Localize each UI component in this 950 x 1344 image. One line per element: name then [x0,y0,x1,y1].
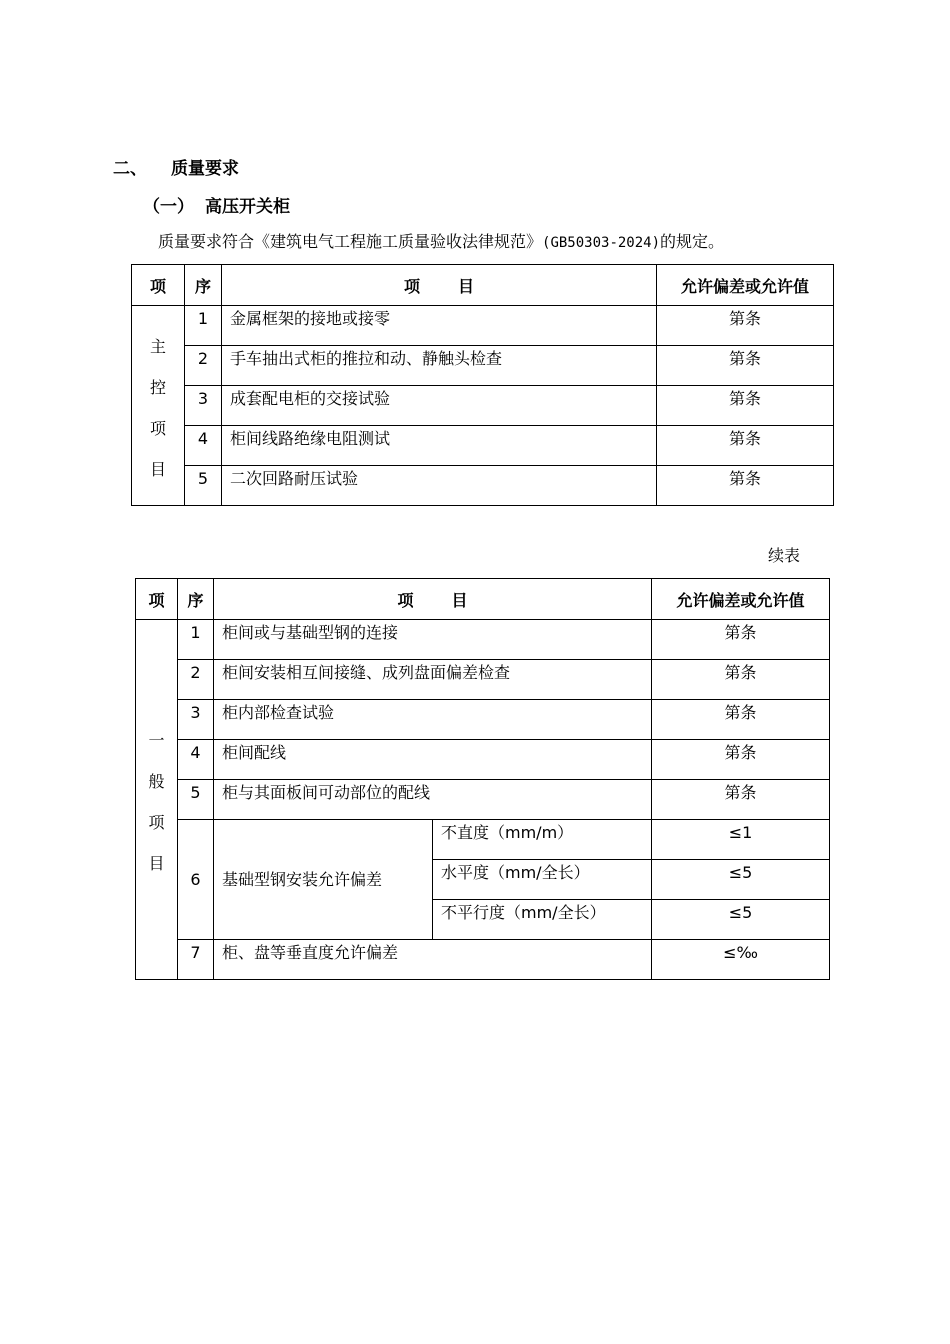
item-cell: 柜内部检查试验 [214,700,652,740]
table-row [132,466,834,506]
item-cell: 手车抽出式柜的推拉和动、静触头检查 [222,346,657,386]
general-items-table [135,578,830,980]
value-cell: 第条 [652,620,830,660]
value-cell: 第条 [657,466,834,506]
seq-cell: 1 [178,620,214,660]
header-seq: 序 [178,579,214,620]
seq-cell: 4 [185,426,222,466]
table-row [132,386,834,426]
value-cell: ≤1 [652,820,830,860]
table-row [136,740,830,780]
table-row [136,620,830,660]
value-cell: ≤5 [652,860,830,900]
seq-cell: 2 [178,660,214,700]
value-cell: 第条 [657,346,834,386]
seq-cell: 5 [178,780,214,820]
value-cell: 第条 [652,660,830,700]
seq-cell: 3 [185,386,222,426]
table-header-row [132,265,834,306]
item-cell: 柜间线路绝缘电阻测试 [222,426,657,466]
value-cell: 第条 [657,426,834,466]
table-row [136,820,830,860]
paragraph-ending: 的规定。 [660,232,725,251]
header-tolerance: 允许偏差或允许值 [652,579,830,620]
seq-cell: 4 [178,740,214,780]
section-title: 质量要求 [171,159,239,179]
table-row [132,346,834,386]
header-category: 项 [132,265,185,306]
item-cell: 柜与其面板间可动部位的配线 [214,780,652,820]
main-control-table [131,264,834,506]
sub-item-cell: 不直度（mm/m） [433,820,652,860]
item-cell: 柜间配线 [214,740,652,780]
seq-cell: 7 [178,940,214,980]
value-cell: 第条 [652,700,830,740]
table-row [132,426,834,466]
header-item: 项 目 [214,579,652,620]
seq-cell: 2 [185,346,222,386]
table-row [136,780,830,820]
item-cell: 柜、盘等垂直度允许偏差 [214,940,652,980]
value-cell: 第条 [657,386,834,426]
item-cell: 成套配电柜的交接试验 [222,386,657,426]
table-header-row [136,579,830,620]
continued-label: 续表 [768,546,801,565]
seq-cell: 6 [178,820,214,940]
sub-item-cell: 水平度（mm/全长） [433,860,652,900]
subsection-heading [143,192,290,217]
subsection-number: （一） [143,197,194,217]
section-number: 二、 [113,159,147,179]
seq-cell: 5 [185,466,222,506]
item-cell: 柜间或与基础型钢的连接 [214,620,652,660]
value-cell: ≤‰ [652,940,830,980]
paragraph-text: 质量要求符合《建筑电气工程施工质量验收法律规范》 [158,232,543,251]
value-cell: 第条 [652,740,830,780]
subsection-title: 高压开关柜 [205,197,290,217]
value-cell: ≤5 [652,900,830,940]
item-cell: 柜间安装相互间接缝、成列盘面偏差检查 [214,660,652,700]
value-cell: 第条 [657,306,834,346]
category-cell: 一 般 项 目 [136,620,178,980]
table-row [136,700,830,740]
header-tolerance: 允许偏差或允许值 [657,265,834,306]
item-cell: 二次回路耐压试验 [222,466,657,506]
table-row [132,306,834,346]
category-cell: 主 控 项 目 [132,306,185,506]
item-cell: 基础型钢安装允许偏差 [214,820,433,940]
seq-cell: 3 [178,700,214,740]
standard-code: (GB50303-2024) [542,235,661,251]
table-row [136,660,830,700]
header-item: 项 目 [222,265,657,306]
section-heading [113,154,239,179]
table-row [136,940,830,980]
requirement-paragraph [158,229,724,252]
header-seq: 序 [185,265,222,306]
item-cell: 金属框架的接地或接零 [222,306,657,346]
header-category: 项 [136,579,178,620]
sub-item-cell: 不平行度（mm/全长） [433,900,652,940]
seq-cell: 1 [185,306,222,346]
value-cell: 第条 [652,780,830,820]
